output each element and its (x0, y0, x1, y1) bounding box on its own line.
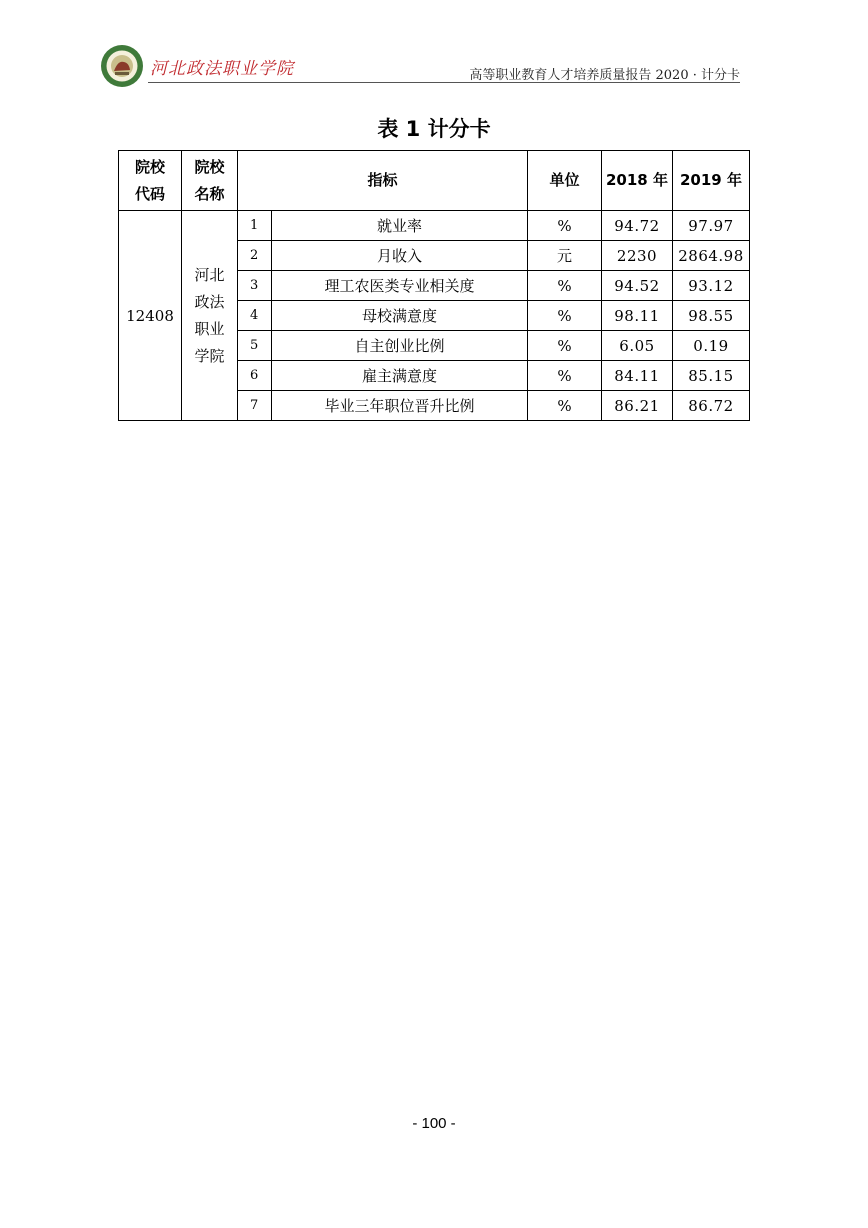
value-2019-cell: 97.97 (673, 211, 750, 241)
unit-cell: % (528, 211, 602, 241)
school-seal-logo (100, 44, 144, 88)
indicator-cell: 理工农医类专业相关度 (272, 271, 528, 301)
row-index: 6 (238, 361, 272, 391)
value-2019-cell: 85.15 (673, 361, 750, 391)
value-2019-cell: 98.55 (673, 301, 750, 331)
value-2018-cell: 94.72 (602, 211, 673, 241)
header-unit: 单位 (528, 151, 602, 211)
value-2018-cell: 86.21 (602, 391, 673, 421)
row-index: 2 (238, 241, 272, 271)
indicator-cell: 月收入 (272, 241, 528, 271)
value-2019-cell: 2864.98 (673, 241, 750, 271)
header-school-name: 院校 名称 (182, 151, 238, 211)
row-index: 5 (238, 331, 272, 361)
table-title: 表 1 计分卡 (377, 117, 491, 141)
value-2018-cell: 94.52 (602, 271, 673, 301)
unit-cell: % (528, 331, 602, 361)
indicator-cell: 毕业三年职位晋升比例 (272, 391, 528, 421)
row-index: 4 (238, 301, 272, 331)
unit-cell: 元 (528, 241, 602, 271)
unit-cell: % (528, 391, 602, 421)
indicator-cell: 自主创业比例 (272, 331, 528, 361)
row-index: 1 (238, 211, 272, 241)
value-2019-cell: 93.12 (673, 271, 750, 301)
unit-cell: % (528, 361, 602, 391)
indicator-cell: 就业率 (272, 211, 528, 241)
value-2018-cell: 98.11 (602, 301, 673, 331)
report-title: 高等职业教育人才培养质量报告 2020 · 计分卡 (469, 68, 740, 83)
school-code-cell: 12408 (119, 211, 182, 421)
value-2019-cell: 86.72 (673, 391, 750, 421)
header-2018: 2018 年 (602, 151, 673, 211)
page-header (100, 44, 740, 84)
page-number: - 100 - (412, 1115, 456, 1132)
header-2019: 2019 年 (673, 151, 750, 211)
value-2018-cell: 2230 (602, 241, 673, 271)
value-2019-cell: 0.19 (673, 331, 750, 361)
row-index: 3 (238, 271, 272, 301)
score-card-table (118, 150, 750, 421)
indicator-cell: 雇主满意度 (272, 361, 528, 391)
header-indicator: 指标 (238, 151, 528, 211)
value-2018-cell: 6.05 (602, 331, 673, 361)
row-index: 7 (238, 391, 272, 421)
value-2018-cell: 84.11 (602, 361, 673, 391)
unit-cell: % (528, 301, 602, 331)
unit-cell: % (528, 271, 602, 301)
indicator-cell: 母校满意度 (272, 301, 528, 331)
table-row (119, 211, 750, 241)
table-header-row (119, 151, 750, 211)
school-name-cell: 河北 政法 职业 学院 (182, 211, 238, 421)
header-school-code: 院校 代码 (119, 151, 182, 211)
header-divider (148, 82, 740, 83)
school-brand-name: 河北政法职业学院 (150, 59, 294, 79)
